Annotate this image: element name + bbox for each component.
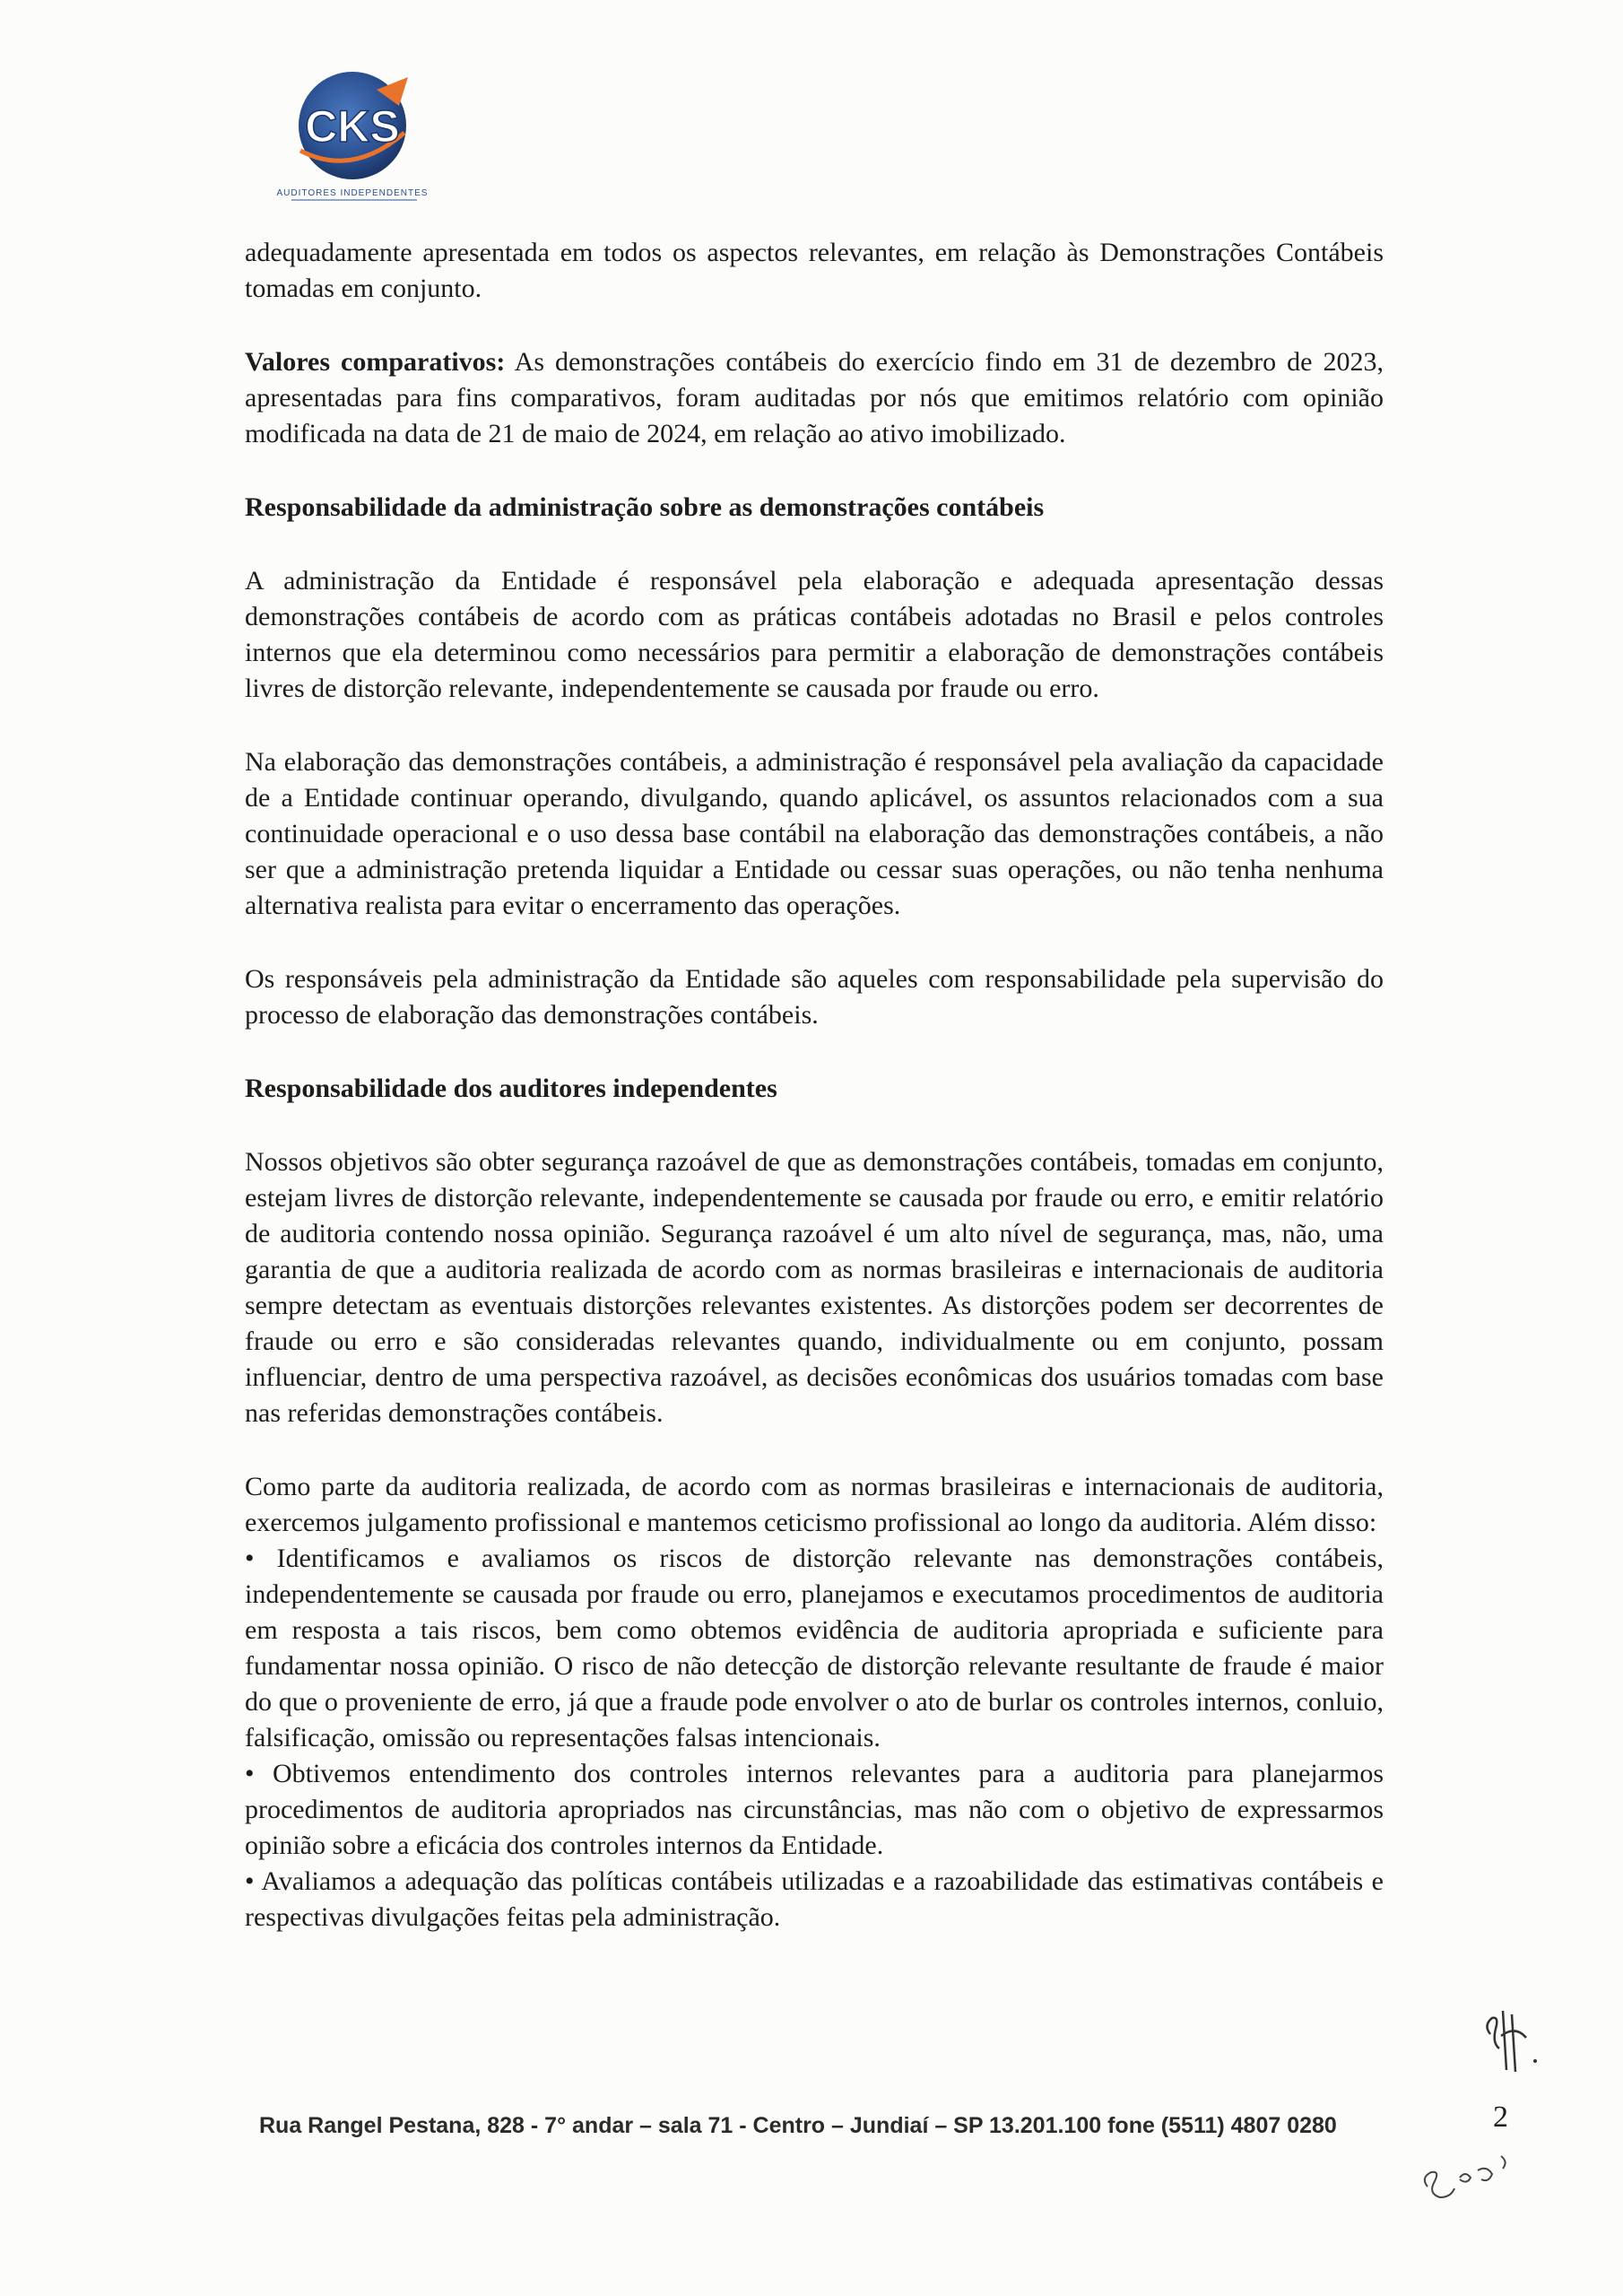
section2-paragraph-1: Nossos objetivos são obter segurança razoável de que as demonstrações contábeis, tomadas em conjunto, estejam livres de distorção relevante, independentemente se causada por fraude ou erro, e emitir relatório de auditoria contendo nossa opinião. Segurança razoável é um alto nível de segurança, mas, não, uma garantia de que a auditoria realizada de acordo com as normas brasileiras e internacionais de auditoria sempre detectam as eventuais distorções relevantes existentes. As distorções podem ser decorrentes de fraude ou erro e são consideradas relevantes quando, individualmente ou em conjunto, possam influenciar, dentro de uma perspectiva razoável, as decisões econômicas dos usuários tomadas com base nas referidas demonstrações contábeis. — [245, 1147, 1384, 1428]
para-comparativos — [245, 344, 1384, 452]
page-number: 2 — [1493, 2100, 1508, 2134]
cks-logo — [273, 70, 435, 204]
handwritten-signature — [1415, 2144, 1523, 2215]
para-intro: adequadamente apresentada em todos os aspectos relevantes, em relação às Demonstrações Contábeis tomadas em conjunto. — [245, 238, 1384, 303]
section2-paragraph-2: Como parte da auditoria realizada, de acordo com as normas brasileiras e internacionais de auditoria, exercemos julgamento profissional e mantemos ceticismo profissional ao longo da auditoria. Além disso: — [245, 1472, 1384, 1537]
bullet-item: • Identificamos e avaliamos os riscos de distorção relevante nas demonstrações contábeis, independentemente se causada por fraude ou erro, planejamos e executamos procedimentos de auditoria em resposta a tais riscos, bem como obtemos evidência de auditoria apropriada e suficiente para fundamentar nossa opinião. O risco de não detecção de distorção relevante resultante de fraude é maior do que o proveniente de erro, já que a fraude pode envolver o ato de burlar os controles internos, conluio, falsificação, omissão ou representações falsas intencionais. — [245, 1544, 1384, 1752]
svg-text:AUDITORES INDEPENDENTES: AUDITORES INDEPENDENTES — [276, 188, 429, 198]
report-body — [245, 235, 1384, 1935]
footer-address: Rua Rangel Pestana, 828 - 7° andar – sala 71 - Centro – Jundiaí – SP 13.201.100 fone (5511) 4807 0280 — [259, 2113, 1337, 2138]
handwritten-initials — [1480, 1998, 1551, 2079]
comparativos-text: As demonstrações contábeis do exercício findo em 31 de dezembro de 2023, apresentadas para fins comparativos, foram auditadas por nós que emitimos relatório com opinião modificada na data de 21 de maio de 2024, em relação ao ativo imobilizado. — [245, 347, 1384, 448]
bullet-item: • Obtivemos entendimento dos controles internos relevantes para a auditoria para planejarmos procedimentos de auditoria apropriados nas circunstâncias, mas não com o objetivo de expressarmos opinião sobre a eficácia dos controles internos da Entidade. — [245, 1759, 1384, 1860]
section-title-administracao: Responsabilidade da administração sobre as demonstrações contábeis — [245, 492, 1045, 522]
section1-paragraph-2: Na elaboração das demonstrações contábeis, a administração é responsável pela avaliação da capacidade de a Entidade continuar operando, divulgando, quando aplicável, os assuntos relacionados com a sua continuidade operacional e o uso dessa base contábil na elaboração das demonstrações contábeis, a não ser que a administração pretenda liquidar a Entidade ou cessar suas operações, ou não tenha nenhuma alternativa realista para evitar o encerramento das operações. — [245, 747, 1384, 920]
section1-paragraph-3: Os responsáveis pela administração da Entidade são aqueles com responsabilidade pela supervisão do processo de elaboração das demonstrações contábeis. — [245, 964, 1384, 1030]
bullet-item: • Avaliamos a adequação das políticas contábeis utilizadas e a razoabilidade das estimativas contábeis e respectivas divulgações feitas pela administração. — [245, 1866, 1384, 1932]
comparativos-label: Valores comparativos: — [245, 347, 506, 377]
section1-paragraph-1: A administração da Entidade é responsável pela elaboração e adequada apresentação dessas demonstrações contábeis de acordo com as práticas contábeis adotadas no Brasil e pelos controles internos que ela determinou como necessários para permitir a elaboração de demonstrações contábeis livres de distorção relevante, independentemente se causada por fraude ou erro. — [245, 566, 1384, 703]
svg-text:CKS: CKS — [305, 101, 400, 152]
section-title-auditores: Responsabilidade dos auditores independentes — [245, 1074, 777, 1103]
